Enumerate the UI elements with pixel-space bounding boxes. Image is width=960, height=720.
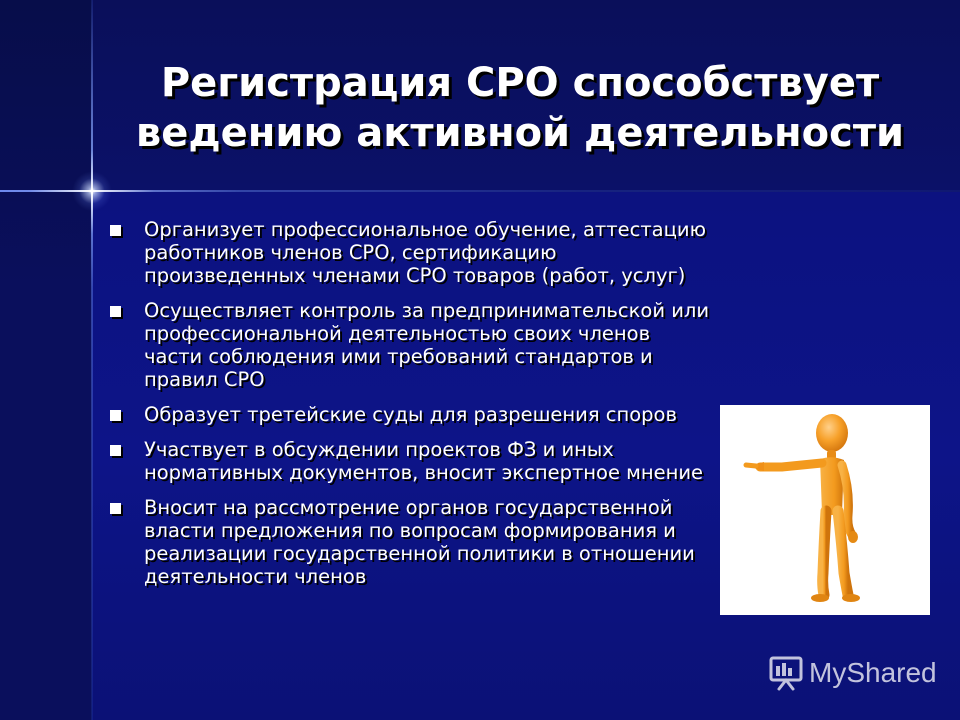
decorative-vertical-line bbox=[91, 0, 93, 720]
square-bullet-icon bbox=[110, 306, 121, 317]
square-bullet-icon bbox=[110, 225, 121, 236]
bullet-list bbox=[110, 218, 710, 600]
slide-title-line-1: Регистрация СРО способствует bbox=[160, 60, 880, 106]
slide-title-line-2: ведению активной деятельности bbox=[135, 110, 905, 156]
sparkle-ray-vertical bbox=[91, 150, 93, 234]
bullet-item bbox=[110, 299, 710, 391]
square-bullet-icon bbox=[110, 503, 121, 514]
watermark-text: MyShared bbox=[809, 657, 937, 688]
bullet-item bbox=[110, 403, 710, 426]
watermark bbox=[767, 655, 937, 691]
square-bullet-icon bbox=[110, 445, 121, 456]
bullet-text: Организует профессиональное обучение, аттестацию работников членов СРО, сертификацию произведенных членами СРО товаров (работ, услуг) bbox=[144, 218, 706, 287]
bullet-text: Вносит на рассмотрение органов государственной власти предложения по вопросам формирования и реализации государственной политики в отношении деятельности членов bbox=[144, 496, 695, 588]
bullet-item bbox=[110, 496, 710, 588]
slide-title bbox=[110, 58, 930, 158]
orange-pointing-figure-icon bbox=[720, 405, 930, 615]
bullet-item bbox=[110, 218, 710, 287]
bullet-text: Осуществляет контроль за предпринимательской или профессиональной деятельностью своих членов части соблюдения ими требований стандартов и правил СРО bbox=[144, 299, 710, 391]
bullet-text: Образует третейские суды для разрешения споров bbox=[144, 403, 677, 426]
illustration-panel bbox=[720, 405, 930, 615]
bullet-item bbox=[110, 438, 710, 484]
square-bullet-icon bbox=[110, 410, 121, 421]
background-left-band bbox=[0, 0, 92, 720]
presentation-board-icon bbox=[767, 655, 805, 691]
bullet-text: Участвует в обсуждении проектов ФЗ и иных нормативных документов, вносит экспертное мнение bbox=[144, 438, 704, 484]
